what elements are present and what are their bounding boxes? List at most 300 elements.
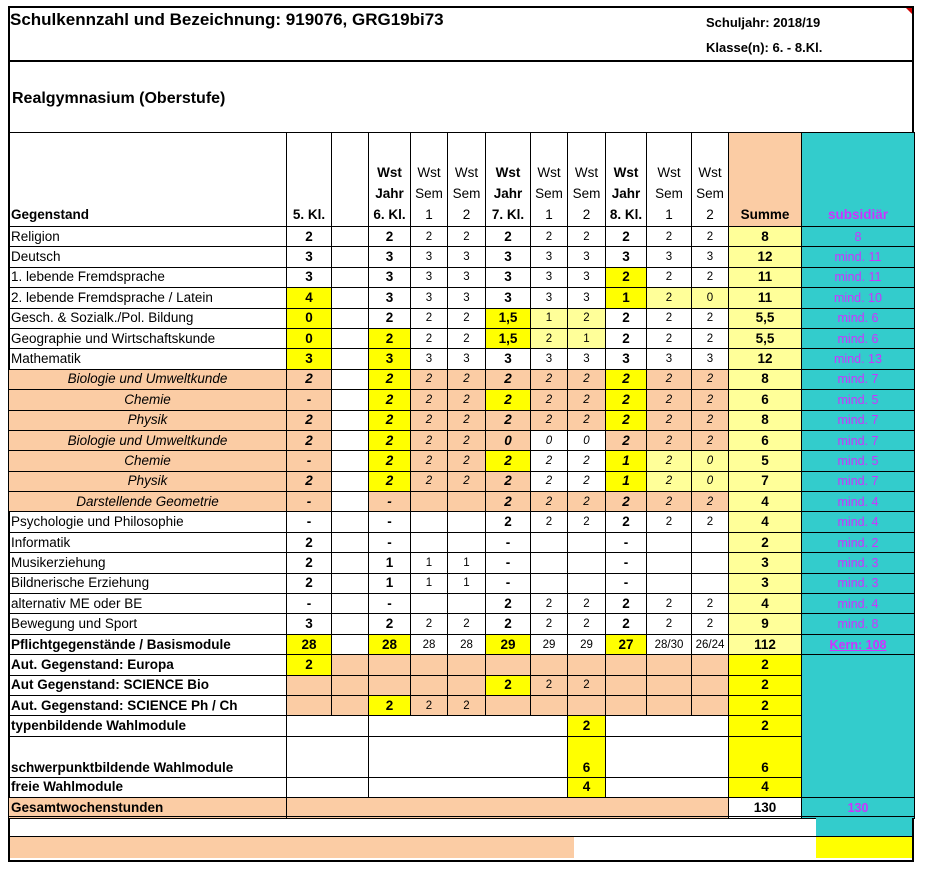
k5-cell: 0 — [287, 328, 332, 348]
col-6kl — [369, 133, 411, 227]
k5-cell: 2 — [287, 369, 332, 389]
s8b-cell: 2 — [692, 369, 729, 389]
s7b-cell: 2 — [568, 308, 606, 328]
table-row — [9, 267, 915, 287]
blank-cell — [332, 695, 369, 715]
table-row — [9, 553, 915, 573]
s6a-cell — [411, 512, 448, 532]
s6b-cell: 1 — [448, 573, 486, 593]
s8a-cell — [647, 695, 692, 715]
s6a-cell: 28 — [411, 634, 448, 654]
header-row — [9, 133, 915, 227]
kern-link[interactable]: Kern: 108 — [829, 637, 887, 652]
s8a-cell: 2 — [647, 471, 692, 491]
s7b-cell — [568, 573, 606, 593]
k7-cell: 2 — [486, 471, 531, 491]
k8-cell: 2 — [606, 512, 647, 532]
s7b-cell: 3 — [568, 349, 606, 369]
subject-name: Deutsch — [9, 247, 287, 267]
col-6-sem2 — [448, 133, 486, 227]
header-text: Jahr — [611, 186, 641, 201]
s7a-cell: 2 — [531, 410, 568, 430]
subsidiaer-cell — [802, 451, 915, 471]
s8a-cell: 2 — [647, 308, 692, 328]
schuljahr-label: Schuljahr: 2018/19 — [706, 15, 821, 30]
s8b-cell: 2 — [692, 227, 729, 247]
summe-cell: 6 — [729, 390, 802, 410]
k5-cell: 28 — [287, 634, 332, 654]
blank-cell — [369, 736, 568, 777]
k6-cell: 3 — [369, 349, 411, 369]
s6a-cell — [411, 594, 448, 614]
header-text: Wst — [537, 165, 561, 180]
k8-cell — [606, 655, 647, 675]
total-sum: 130 — [729, 798, 802, 818]
subject-name: alternativ ME oder BE — [9, 594, 287, 614]
header-text: Wst — [417, 165, 441, 180]
wahl-row — [9, 716, 915, 736]
k5-cell: 2 — [287, 227, 332, 247]
s6a-cell: 2 — [411, 308, 448, 328]
k6-cell: 2 — [369, 390, 411, 410]
s7b-cell — [568, 695, 606, 715]
summe-cell: 4 — [729, 512, 802, 532]
s6b-cell: 2 — [448, 471, 486, 491]
k7-cell: 3 — [486, 247, 531, 267]
k8-cell — [606, 675, 647, 695]
s8b-cell: 2 — [692, 614, 729, 634]
s6a-cell: 2 — [411, 451, 448, 471]
s7a-cell — [531, 573, 568, 593]
s7a-cell — [531, 532, 568, 552]
blank-cell — [332, 308, 369, 328]
subsidiaer-value: mind. 5 — [837, 392, 879, 407]
s7b-cell: 3 — [568, 247, 606, 267]
k8-cell: 2 — [606, 614, 647, 634]
aut-name: Aut Gegenstand: SCIENCE Bio — [9, 675, 287, 695]
comment-marker — [906, 8, 912, 14]
col-summe: Summe — [729, 133, 802, 227]
s8b-cell: 0 — [692, 471, 729, 491]
k5-cell: 3 — [287, 614, 332, 634]
s8b-cell: 3 — [692, 349, 729, 369]
header-text: 1 — [665, 207, 673, 222]
subsidiaer-cell — [802, 614, 915, 634]
k6-cell: 1 — [369, 573, 411, 593]
subsidiaer-cell — [802, 369, 915, 389]
k6-cell: 2 — [369, 308, 411, 328]
s7b-cell: 3 — [568, 288, 606, 308]
subsidiaer-value: mind. 3 — [837, 576, 879, 591]
s8b-cell: 2 — [692, 512, 729, 532]
k5-cell: 2 — [287, 410, 332, 430]
summe-cell: 8 — [729, 410, 802, 430]
subsidiaer-cell — [802, 308, 915, 328]
s7a-cell: 1 — [531, 308, 568, 328]
k7-cell: - — [486, 553, 531, 573]
k8-cell: 3 — [606, 247, 647, 267]
s8b-cell: 2 — [692, 492, 729, 512]
school-title: Schulkennzahl und Bezeichnung: 919076, GRG19bi73 — [10, 10, 444, 29]
k7-cell: 2 — [486, 451, 531, 471]
header-text: Sem — [655, 186, 683, 201]
s8b-cell — [692, 573, 729, 593]
col-5kl: 5. Kl. — [287, 133, 332, 227]
k5-cell: 4 — [287, 288, 332, 308]
k7-cell: 2 — [486, 410, 531, 430]
k6-cell: 2 — [369, 614, 411, 634]
table-row — [9, 349, 915, 369]
table-row — [9, 430, 915, 450]
s6a-cell: 2 — [411, 369, 448, 389]
s7a-cell: 2 — [531, 512, 568, 532]
k7-cell: 2 — [486, 512, 531, 532]
header-text: 2 — [582, 207, 591, 222]
table-row — [9, 573, 915, 593]
s8a-cell: 2 — [647, 369, 692, 389]
subject-name: Pflichtgegenstände / Basismodule — [9, 634, 287, 654]
s8b-cell — [692, 695, 729, 715]
header-text: Jahr — [493, 186, 523, 201]
s6b-cell — [448, 492, 486, 512]
total-span — [287, 798, 729, 818]
stundentafel-table — [8, 132, 915, 819]
s6a-cell — [411, 532, 448, 552]
s7a-cell: 2 — [531, 227, 568, 247]
s6b-cell: 3 — [448, 267, 486, 287]
k7-cell: 1,5 — [486, 308, 531, 328]
s7b-cell: 3 — [568, 267, 606, 287]
summe-cell: 4 — [729, 492, 802, 512]
k5-cell — [287, 695, 332, 715]
col-8kl — [606, 133, 647, 227]
s8a-cell: 2 — [647, 267, 692, 287]
table-row — [9, 634, 915, 654]
s7a-cell: 2 — [531, 675, 568, 695]
k5-cell: 2 — [287, 553, 332, 573]
k8-cell: 1 — [606, 471, 647, 491]
blank-cell — [332, 247, 369, 267]
s6b-cell — [448, 675, 486, 695]
total-row — [9, 798, 915, 818]
blank-cell — [332, 267, 369, 287]
subsidiaer-value: mind. 7 — [837, 433, 879, 448]
table-row — [9, 492, 915, 512]
summe-cell: 6 — [729, 430, 802, 450]
subsidiaer-value: mind. 4 — [837, 515, 879, 530]
s7b-cell — [568, 553, 606, 573]
table-row — [9, 410, 915, 430]
klasse-label: Klasse(n): 6. - 8.Kl. — [706, 40, 823, 55]
s8a-cell: 3 — [647, 247, 692, 267]
k6-cell: 1 — [369, 553, 411, 573]
table-row — [9, 308, 915, 328]
s7b-cell: 2 — [568, 227, 606, 247]
subsidiaer-cell — [802, 349, 915, 369]
table-row — [9, 328, 915, 348]
blank-cell — [332, 328, 369, 348]
summe-cell: 5 — [729, 451, 802, 471]
blank-cell — [606, 716, 729, 736]
subsidiaer-cell — [802, 410, 915, 430]
s6b-cell — [448, 594, 486, 614]
k5-cell: 3 — [287, 349, 332, 369]
s6a-cell: 2 — [411, 614, 448, 634]
summe-cell: 8 — [729, 369, 802, 389]
k7-cell: 2 — [486, 614, 531, 634]
s6a-cell: 2 — [411, 227, 448, 247]
s6b-cell: 3 — [448, 349, 486, 369]
teal-block — [802, 655, 915, 798]
summe-cell: 6 — [729, 736, 802, 777]
s8b-cell: 2 — [692, 267, 729, 287]
subsidiaer-cell — [802, 288, 915, 308]
wahl-row — [9, 777, 915, 797]
s6b-cell: 2 — [448, 614, 486, 634]
k7-cell — [486, 695, 531, 715]
subject-name: Bewegung und Sport — [9, 614, 287, 634]
summe-cell: 11 — [729, 267, 802, 287]
subsidiaer-cell — [802, 532, 915, 552]
k6-cell: - — [369, 594, 411, 614]
s7a-cell: 2 — [531, 328, 568, 348]
s7b-cell — [568, 532, 606, 552]
summe-cell: 4 — [729, 777, 802, 797]
subject-name: Darstellende Geometrie — [9, 492, 287, 512]
s6b-cell: 3 — [448, 247, 486, 267]
s7a-cell — [531, 655, 568, 675]
k5-cell: 2 — [287, 532, 332, 552]
header-text: Wst — [613, 165, 639, 180]
col-blank — [332, 133, 369, 227]
s6b-cell: 3 — [448, 288, 486, 308]
s8a-cell: 2 — [647, 614, 692, 634]
s8a-cell — [647, 675, 692, 695]
subsidiaer-value: mind. 6 — [837, 331, 879, 346]
k8-cell: 2 — [606, 492, 647, 512]
s8b-cell: 2 — [692, 430, 729, 450]
k7-cell: 2 — [486, 227, 531, 247]
k8-cell: 2 — [606, 267, 647, 287]
k5-cell: 2 — [287, 573, 332, 593]
col-gegenstand: Gegenstand — [9, 133, 287, 227]
s6a-cell: 2 — [411, 471, 448, 491]
table-row — [9, 369, 915, 389]
blank-cell — [369, 716, 568, 736]
header-text: Sem — [696, 186, 724, 201]
k5-cell: 2 — [287, 430, 332, 450]
header-text: Sem — [572, 186, 601, 201]
s8b-cell: 2 — [692, 328, 729, 348]
aut-name: Aut. Gegenstand: Europa — [9, 655, 287, 675]
s6b-cell: 28 — [448, 634, 486, 654]
header-text: 2 — [462, 207, 471, 222]
s6b-cell: 2 — [448, 390, 486, 410]
subject-name: 1. lebende Fremdsprache — [9, 267, 287, 287]
summe-cell: 2 — [729, 655, 802, 675]
subsidiaer-value: mind. 7 — [837, 413, 879, 428]
k5-cell: - — [287, 451, 332, 471]
s6a-cell: 3 — [411, 267, 448, 287]
s8a-cell: 2 — [647, 410, 692, 430]
blank-cell — [332, 430, 369, 450]
subsidiaer-cell — [802, 471, 915, 491]
blank-cell — [606, 777, 729, 797]
blank-cell — [332, 410, 369, 430]
header-text: Wst — [657, 165, 681, 180]
footer-strip-teal — [816, 816, 912, 836]
subsidiaer-cell — [802, 328, 915, 348]
subject-name: 2. lebende Fremdsprache / Latein — [9, 288, 287, 308]
footer-line-2 — [8, 836, 914, 837]
wahl-name: typenbildende Wahlmodule — [9, 716, 287, 736]
header-text: 1 — [545, 207, 553, 222]
k7-cell: - — [486, 532, 531, 552]
footer-strip-yellow — [816, 836, 912, 858]
col-subsidiaer: subsidiär — [802, 133, 915, 227]
k5-cell: 2 — [287, 471, 332, 491]
subsidiaer-value: mind. 7 — [837, 372, 879, 387]
subject-name: Musikerziehung — [9, 553, 287, 573]
s6b-cell: 2 — [448, 430, 486, 450]
s6b-cell — [448, 512, 486, 532]
s8a-cell: 2 — [647, 328, 692, 348]
s7a-cell: 3 — [531, 247, 568, 267]
s6a-cell: 1 — [411, 573, 448, 593]
s7a-cell: 2 — [531, 471, 568, 491]
s8a-cell: 2 — [647, 492, 692, 512]
summe-cell: 2 — [729, 695, 802, 715]
s6a-cell — [411, 655, 448, 675]
school-type: Realgymnasium (Oberstufe) — [12, 90, 226, 107]
s7b-cell: 2 — [568, 410, 606, 430]
s6a-cell: 2 — [411, 695, 448, 715]
s8a-cell: 3 — [647, 349, 692, 369]
header-text: Wst — [454, 165, 479, 180]
k7-cell: 29 — [486, 634, 531, 654]
blank-cell — [332, 349, 369, 369]
k6-cell: 2 — [369, 695, 411, 715]
s6a-cell: 3 — [411, 247, 448, 267]
k8-cell: 2 — [606, 369, 647, 389]
header-text: 6. Kl. — [373, 207, 406, 222]
table-row — [9, 247, 915, 267]
subsidiaer-cell — [802, 227, 915, 247]
aut-row — [9, 655, 915, 675]
s6b-cell: 2 — [448, 308, 486, 328]
aut-row — [9, 695, 915, 715]
k8-cell: 3 — [606, 349, 647, 369]
s6a-cell: 3 — [411, 288, 448, 308]
col-8-sem2 — [692, 133, 729, 227]
wahl-value: 2 — [568, 716, 606, 736]
s6a-cell: 2 — [411, 390, 448, 410]
k5-cell: - — [287, 390, 332, 410]
subsidiaer-value: mind. 4 — [837, 596, 879, 611]
k8-cell: - — [606, 532, 647, 552]
subsidiaer-cell — [802, 594, 915, 614]
s7b-cell: 0 — [568, 430, 606, 450]
s7a-cell: 0 — [531, 430, 568, 450]
header-text: Sem — [535, 186, 563, 201]
k6-cell: 3 — [369, 267, 411, 287]
s6a-cell: 1 — [411, 553, 448, 573]
subject-name: Chemie — [9, 390, 287, 410]
subsidiaer-value: 8 — [854, 229, 862, 244]
subject-name: Religion — [9, 227, 287, 247]
subsidiaer-cell — [802, 267, 915, 287]
blank-cell — [332, 471, 369, 491]
k5-cell — [287, 675, 332, 695]
s7a-cell: 3 — [531, 267, 568, 287]
header-text: Jahr — [375, 186, 404, 201]
header-text: 8. Kl. — [609, 207, 643, 222]
summe-cell: 3 — [729, 553, 802, 573]
subject-name: Mathematik — [9, 349, 287, 369]
s8b-cell: 2 — [692, 594, 729, 614]
blank-cell — [369, 777, 568, 797]
table-row — [9, 532, 915, 552]
s8b-cell: 2 — [692, 308, 729, 328]
blank-cell — [287, 736, 369, 777]
s7b-cell: 2 — [568, 471, 606, 491]
s7a-cell: 2 — [531, 390, 568, 410]
blank-cell — [332, 573, 369, 593]
s7a-cell: 2 — [531, 369, 568, 389]
s7a-cell: 2 — [531, 451, 568, 471]
header-text: 2 — [706, 207, 714, 222]
k7-cell: 0 — [486, 430, 531, 450]
k8-cell: 1 — [606, 288, 647, 308]
subject-name: Psychologie und Philosophie — [9, 512, 287, 532]
k6-cell — [369, 655, 411, 675]
s7b-cell: 2 — [568, 512, 606, 532]
k8-cell: 2 — [606, 410, 647, 430]
k7-cell: 3 — [486, 267, 531, 287]
header-text: Wst — [698, 165, 722, 180]
s6b-cell: 2 — [448, 410, 486, 430]
k6-cell: 2 — [369, 227, 411, 247]
k5-cell: - — [287, 492, 332, 512]
subject-name: Bildnerische Erziehung — [9, 573, 287, 593]
subsidiaer-value: mind. 7 — [837, 474, 879, 489]
s8a-cell — [647, 532, 692, 552]
blank-cell — [332, 532, 369, 552]
total-name: Gesamtwochenstunden — [9, 798, 287, 818]
summe-cell: 2 — [729, 675, 802, 695]
s7b-cell: 2 — [568, 451, 606, 471]
s8b-cell — [692, 532, 729, 552]
s7b-cell: 29 — [568, 634, 606, 654]
blank-cell — [332, 675, 369, 695]
table-row — [9, 512, 915, 532]
subsidiaer-value: mind. 3 — [837, 555, 879, 570]
s6b-cell — [448, 532, 486, 552]
k8-cell: 27 — [606, 634, 647, 654]
subsidiaer-value: mind. 5 — [837, 453, 879, 468]
s7b-cell: 2 — [568, 390, 606, 410]
col-7-sem2 — [568, 133, 606, 227]
table-row — [9, 471, 915, 491]
subject-name: Physik — [9, 471, 287, 491]
s8a-cell: 28/30 — [647, 634, 692, 654]
s8a-cell: 2 — [647, 451, 692, 471]
blank-cell — [332, 227, 369, 247]
s8a-cell: 2 — [647, 390, 692, 410]
k8-cell: 2 — [606, 430, 647, 450]
subject-name: Chemie — [9, 451, 287, 471]
s6b-cell: 2 — [448, 695, 486, 715]
